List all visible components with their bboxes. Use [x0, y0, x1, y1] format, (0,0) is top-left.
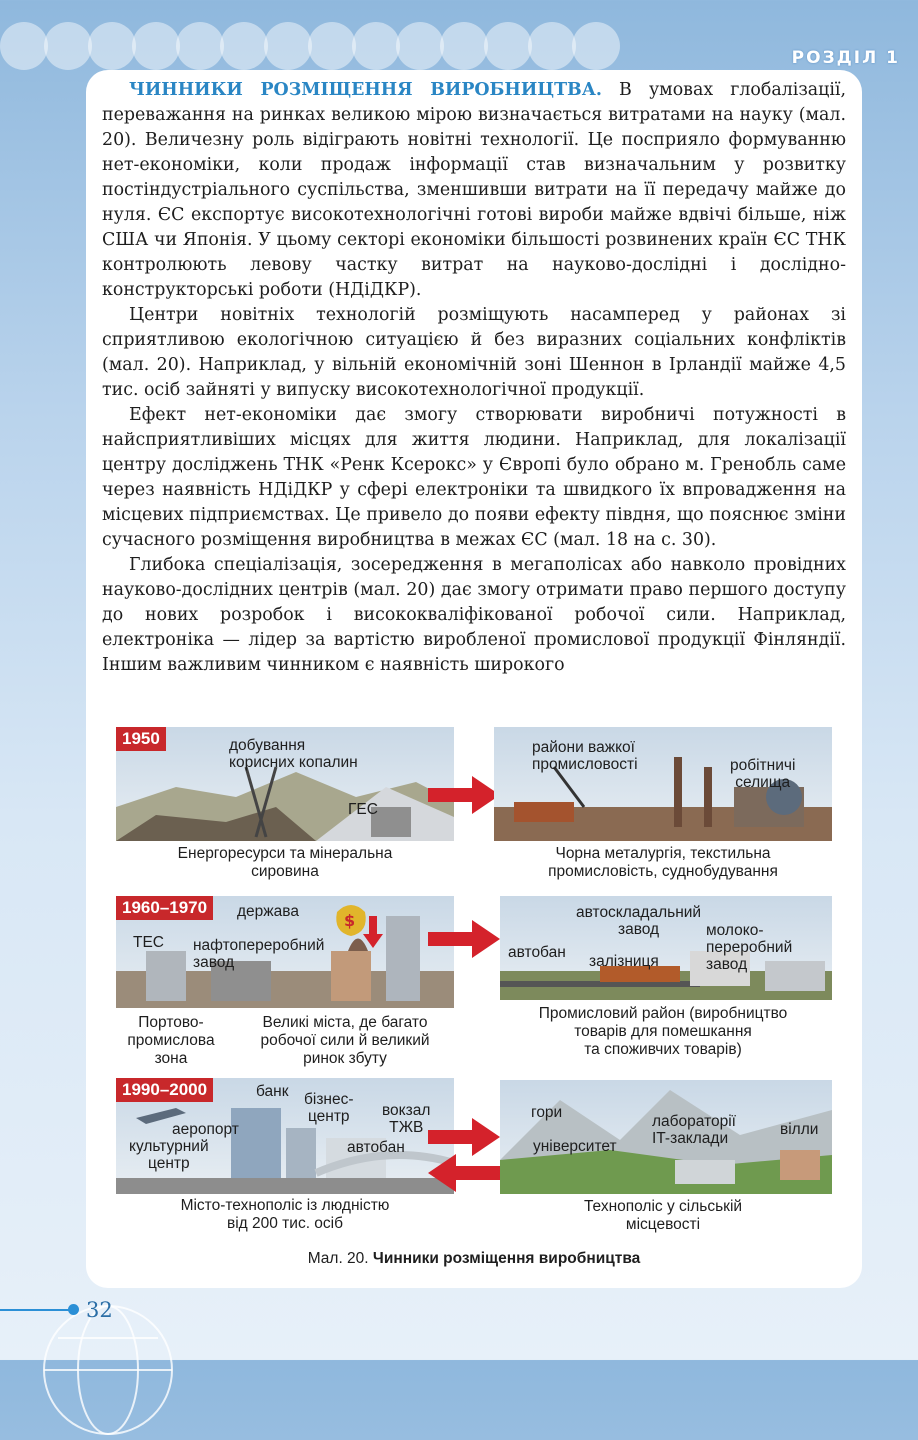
label-airport: аеропорт — [172, 1121, 239, 1138]
year-badge: 1960–1970 — [116, 896, 213, 920]
paragraph-4: Глибока спеціалізація, зосередження в мегаполісах або навколо провідних науково-дослідних центрів (мал. 20) дає змогу отримати право першого доступу до нових розробок і висококваліфікованої робочої сили. Наприклад, електроніка — лідер за вартістю виробленої промислової продукції Фінляндії. Іншим важливим чинником є наявність широкого — [102, 555, 846, 675]
label-laboratories: лабораторії IT-заклади — [652, 1113, 736, 1147]
label-autobahn: автобан — [347, 1139, 405, 1156]
illustration-industrial-district — [500, 896, 832, 1000]
label-autobahn: автобан — [508, 944, 566, 961]
caption-rural-technopolis: Технополіс у сільській місцевості — [583, 1198, 743, 1233]
label-heavy-industry: райони важкої промисловості — [532, 739, 638, 773]
year-badge: 1990–2000 — [116, 1078, 213, 1102]
illustration-mining — [116, 727, 454, 841]
label-university: університет — [533, 1138, 617, 1155]
money-bag-icon — [331, 898, 387, 950]
label-business-center: бізнес- центр — [304, 1091, 354, 1125]
caption-port-zone: Портово- промислова зона — [127, 1014, 215, 1067]
section-label: РОЗДІЛ 1 — [791, 48, 900, 68]
caption-city-technopolis: Місто-технополіс із людністю від 200 тис. осіб — [180, 1197, 390, 1232]
illustration-port-city — [116, 896, 454, 1008]
label-villas: вілли — [780, 1121, 819, 1138]
page-number: 32 — [86, 1298, 113, 1322]
label-mining: добування корисних копалин — [229, 737, 358, 771]
label-hydro: ГЕС — [348, 801, 378, 818]
illustration-technopolis-city — [116, 1078, 454, 1194]
arrow-right-icon — [428, 1118, 500, 1156]
label-station: вокзал ТЖВ — [382, 1102, 431, 1136]
arrow-right-icon — [428, 920, 500, 958]
section-heading: ЧИННИКИ РОЗМІЩЕННЯ ВИРОБНИЦТВА. — [129, 80, 602, 100]
paragraph-1: ЧИННИКИ РОЗМІЩЕННЯ ВИРОБНИЦТВА. В умовах глобалізації, переважання на ринках великою мірою визначається витратами на науку (мал. 20). Величезну роль відіграють новітні технології. Це посприяло формуванню нет-економіки, коли продаж інформації став визначальним у розвитку постіндустріального суспільства, зменшивши витрати на її передачу майже до нуля. ЄС експортує високотехнологічні готові вироби майже вдвічі більше, ніж США чи Японія. У цьому секторі економіки більшості розвинених країн ЄС ТНК контролюють левову частку витрат на науково-дослідні і дослідно-конструкторські роботи (НДіДКР). — [102, 80, 847, 300]
caption-industrial-district: Промисловий район (виробництво товарів для помешкання та споживчих товарів) — [538, 1005, 788, 1058]
label-cultural-center: культурний центр — [129, 1138, 209, 1172]
label-dairy-plant: молоко- переробний завод — [706, 922, 793, 973]
label-car-plant: автоскладальний завод — [576, 904, 702, 938]
label-power-plant: ТЕС — [133, 934, 164, 951]
caption-big-cities: Великі міста, де багато робочої сили й великий ринок збуту — [260, 1014, 430, 1067]
arrow-right-icon — [428, 776, 500, 814]
svg-text:$: $ — [344, 911, 356, 930]
label-mountains: гори — [531, 1104, 563, 1121]
label-refinery: нафтопереробний завод — [193, 937, 325, 971]
illustration-heavy-industry — [494, 727, 832, 841]
illustration-rural-technopolis — [500, 1080, 832, 1194]
year-badge: 1950 — [116, 727, 166, 751]
caption-metallurgy: Чорна металургія, текстильна промисловість, суднобудування — [548, 845, 778, 880]
body-text — [102, 78, 846, 678]
label-worker-settlements: робітничі селища — [730, 757, 796, 791]
paragraph-3: Ефект нет-економіки дає змогу створювати виробничі потужності в найсприятливіших місцях для життя людини. Наприклад, для локалізації центру досліджень ТНК «Ренк Ксерокс» у Європі було обрано м. Гренобль саме через наявність НДіДКР у сфері електроніки та швидкого їх впровадження на місцевих підприємствах. Це привело до появи ефекту півдня, що пояснює зміни сучасного розміщення виробництва в межах ЄС (мал. 18 на с. 30). — [102, 405, 846, 550]
label-railway: залізниця — [589, 953, 659, 970]
paragraph-2: Центри новітніх технологій розміщують насамперед у районах зі сприятливою екологічною ситуацією й без виразних соціальних конфліктів (мал. 20). Наприклад, у вільній економічній зоні Шеннон в Ірландії майже 4,5 тис. осіб зайняті у випуску високотехнологічної продукції. — [102, 305, 846, 400]
label-bank: банк — [256, 1083, 289, 1100]
page-line — [0, 1309, 74, 1311]
arrow-left-icon — [428, 1154, 500, 1192]
caption-energy: Енергоресурси та мінеральна сировина — [177, 845, 393, 880]
label-state: держава — [237, 903, 299, 920]
figure-title: Мал. 20. Чинники розміщення виробництва — [307, 1250, 641, 1267]
header-decoration — [0, 22, 640, 74]
page-dot — [68, 1304, 79, 1315]
